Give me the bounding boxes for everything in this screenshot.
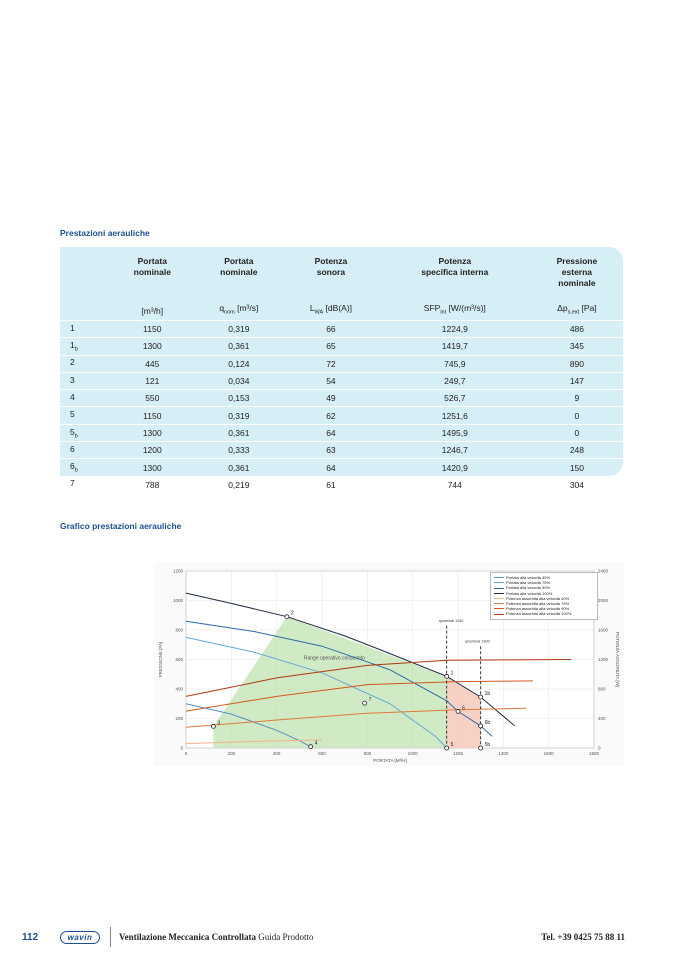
y-tick-label: 600 (175, 657, 183, 662)
legend-swatch (494, 614, 504, 615)
range-annotation: Range operativo consentito (303, 655, 365, 662)
table-cell: 550 (110, 390, 195, 407)
y2-axis-title: POTENZA ASSORBITA [W] (615, 631, 620, 688)
row-index: 4 (60, 390, 110, 407)
operating-point (211, 724, 215, 728)
table-row (60, 338, 623, 355)
section-title-chart: Grafico prestazioni aerauliche (60, 521, 182, 531)
table-cell: 1300 (110, 459, 195, 476)
table-cell: 744 (379, 476, 531, 493)
table-cell: 1150 (110, 321, 195, 338)
qnominal-1300-label: qnominal 1300 (464, 639, 490, 644)
row-index: 5 (60, 407, 110, 424)
table-header: Pressione esterna nominale (556, 256, 598, 288)
operating-point-label: 5b (484, 742, 491, 748)
operating-point (363, 701, 367, 705)
table-row (60, 424, 623, 441)
table-cell: 249,7 (379, 372, 531, 389)
table-cell: 526,7 (379, 390, 531, 407)
table-cell: 788 (110, 476, 195, 493)
y-tick-label: 800 (175, 627, 183, 633)
table-cell: 1251,6 (379, 407, 531, 424)
table-cell: 1300 (110, 424, 195, 441)
table-cell: 1300 (110, 338, 195, 355)
y-tick-label: 200 (175, 716, 183, 721)
table-row (60, 355, 623, 372)
legend-label: Portata alla velocità 75% (506, 580, 551, 586)
table-units-row (60, 294, 623, 321)
y-tick-label: 1200 (172, 568, 183, 574)
table-row (60, 372, 623, 389)
table-header: Potenza sonora (314, 256, 348, 277)
legend-label: Portata alla velocità 100% (506, 590, 553, 596)
operating-point-label: 7 (368, 697, 372, 704)
table-header: Portata nominale (133, 256, 171, 277)
operating-point (479, 695, 483, 699)
table-cell: 0,319 (195, 407, 284, 424)
operating-point-label: 3 (217, 720, 221, 727)
unit-flow-m3h: [m³/h] (141, 306, 164, 316)
x-tick-label: 1800 (588, 751, 600, 756)
table-row (60, 476, 623, 493)
table-cell: 486 (531, 321, 623, 338)
x-tick-label: 1600 (543, 751, 554, 756)
table-row (60, 459, 623, 476)
row-index: $6_b$ (60, 459, 110, 476)
table-cell: 1150 (110, 407, 195, 424)
table-cell: 304 (531, 476, 623, 493)
table-cell: 1420,9 (379, 459, 531, 476)
unit-sfp: $SFP_{int}$ [W/(m³/s)] (423, 303, 486, 316)
row-index: $1_b$ (60, 338, 110, 355)
table-cell: 65 (283, 338, 379, 355)
legend-swatch (494, 582, 504, 583)
operating-point (445, 746, 449, 750)
table-cell: 64 (283, 459, 379, 476)
table-cell: 121 (110, 372, 195, 389)
operating-point-label: 2 (290, 610, 294, 617)
table-row (60, 390, 623, 407)
table-cell: 1200 (110, 442, 195, 459)
table-header: Potenza specifica interna (421, 256, 489, 277)
table-cell: 248 (531, 442, 623, 459)
table-cell: 150 (531, 459, 623, 476)
legend-label: Potenza assorbita alla velocità 100% (506, 611, 572, 617)
table-cell: 0,219 (195, 476, 284, 493)
operating-point-label: 6 (462, 705, 465, 712)
x-tick-label: 0 (184, 751, 188, 756)
y-axis-title: PRESSIONE [PA] (158, 641, 163, 678)
row-index: 2 (60, 355, 110, 372)
table-cell: 49 (283, 390, 379, 407)
unit-flow-m3s: $q_{nom}$ [m³/s] (219, 303, 259, 316)
table-cell: 61 (283, 476, 379, 493)
legend-swatch (494, 598, 504, 599)
legend-label: Potenza assorbita alla velocità 90% (506, 606, 570, 612)
table-cell: 9 (531, 390, 623, 407)
table-cell: 0 (531, 407, 623, 424)
x-tick-label: 800 (363, 751, 372, 756)
legend-swatch (494, 577, 504, 578)
table-row (60, 321, 623, 338)
chart-legend (490, 572, 598, 620)
performance-table (60, 247, 623, 490)
footer-phone: Tel. +39 0425 75 88 11 (541, 932, 625, 942)
table-cell: 1419,7 (379, 338, 531, 355)
legend-label: Potenza assorbita alla velocità 40% (506, 595, 570, 601)
table-header-index (60, 247, 110, 294)
table-row (60, 407, 623, 424)
y-tick-label: 1000 (172, 598, 183, 603)
unit-pressure: $\Delta p_{s,ext}$ [Pa] (557, 303, 597, 316)
section-title-performance: Prestazioni aerauliche (60, 228, 150, 238)
legend-swatch (494, 593, 504, 594)
y2-tick-label: 2400 (598, 568, 609, 574)
table-cell: 0,361 (195, 338, 284, 355)
y2-tick-label: 2000 (598, 598, 609, 603)
table-cell: 0 (531, 424, 623, 441)
table-cell: 62 (283, 407, 379, 424)
y2-tick-label: 0 (598, 745, 601, 751)
operating-point-label: 5 (450, 742, 454, 748)
x-tick-label: 1200 (452, 751, 464, 756)
x-tick-label: 200 (227, 751, 236, 756)
y2-tick-label: 400 (598, 716, 606, 721)
table-cell: 1495,9 (379, 424, 531, 441)
table-cell: 0,124 (195, 355, 284, 372)
operating-point (479, 724, 483, 728)
unit-sound-power: $L_{WA}$ [dB(A)] (309, 303, 353, 316)
legend-label: Potenza assorbita alla velocità 75% (506, 601, 570, 607)
page-number: 112 (22, 932, 39, 943)
y-tick-label: 0 (180, 745, 183, 751)
x-tick-label: 600 (318, 751, 326, 756)
y2-tick-label: 1200 (598, 657, 609, 662)
operating-point-label: 6b (484, 719, 491, 726)
table-cell: 147 (531, 372, 623, 389)
footer-title: Ventilazione Meccanica Controllata Guida Prodotto (119, 932, 314, 942)
table-cell: 890 (531, 355, 623, 372)
row-index: $5_b$ (60, 424, 110, 441)
x-axis-title: PORTATA [M³/H] (373, 758, 407, 763)
table-cell: 0,361 (195, 424, 284, 441)
legend-swatch (494, 608, 504, 609)
table-cell: 445 (110, 355, 195, 372)
wavin-logo: wavin (60, 931, 100, 944)
table-cell: 64 (283, 424, 379, 441)
table-cell: 54 (283, 372, 379, 389)
table-cell: 345 (531, 338, 623, 355)
table-cell: 0,319 (195, 321, 284, 338)
y2-tick-label: 800 (598, 686, 606, 692)
qnominal-1150-label: qnominal 1150 (438, 618, 464, 623)
table-cell: 63 (283, 442, 379, 459)
legend-label: Portata alla velocità 90% (506, 585, 551, 591)
legend-item (494, 611, 594, 616)
operating-point (456, 709, 460, 713)
operating-point-label: 1 (450, 670, 454, 677)
x-tick-label: 1400 (498, 751, 509, 756)
table-header: Portata nominale (220, 256, 258, 277)
table-cell: 745,9 (379, 355, 531, 372)
table-header-row (60, 247, 623, 294)
operating-point (285, 615, 289, 619)
legend-label: Portata alla velocità 40% (506, 575, 551, 580)
table-cell: 1224,9 (379, 321, 531, 338)
operating-point (445, 674, 449, 678)
legend-swatch (494, 588, 504, 589)
operating-point (479, 746, 483, 750)
table-cell: 0,333 (195, 442, 284, 459)
table-cell: 0,153 (195, 390, 284, 407)
row-index: 3 (60, 372, 110, 389)
table-cell: 0,361 (195, 459, 284, 476)
table-cell: 72 (283, 355, 379, 372)
table-row (60, 442, 623, 459)
operating-point (309, 745, 313, 749)
y2-tick-label: 1600 (598, 627, 609, 633)
row-index: 7 (60, 476, 110, 493)
table-cell: 0,034 (195, 372, 284, 389)
operating-point-label: 1b (484, 691, 491, 698)
x-tick-label: 1000 (407, 751, 418, 756)
x-tick-label: 400 (272, 751, 281, 756)
y-tick-label: 400 (175, 686, 183, 692)
row-index: 1 (60, 321, 110, 338)
row-index: 6 (60, 442, 110, 459)
performance-chart (154, 563, 624, 766)
table-cell: 1246,7 (379, 442, 531, 459)
table-cell: 66 (283, 321, 379, 338)
operating-point-label: 4 (314, 740, 318, 747)
legend-swatch (494, 603, 504, 604)
footer (0, 925, 677, 951)
footer-divider (110, 927, 111, 947)
